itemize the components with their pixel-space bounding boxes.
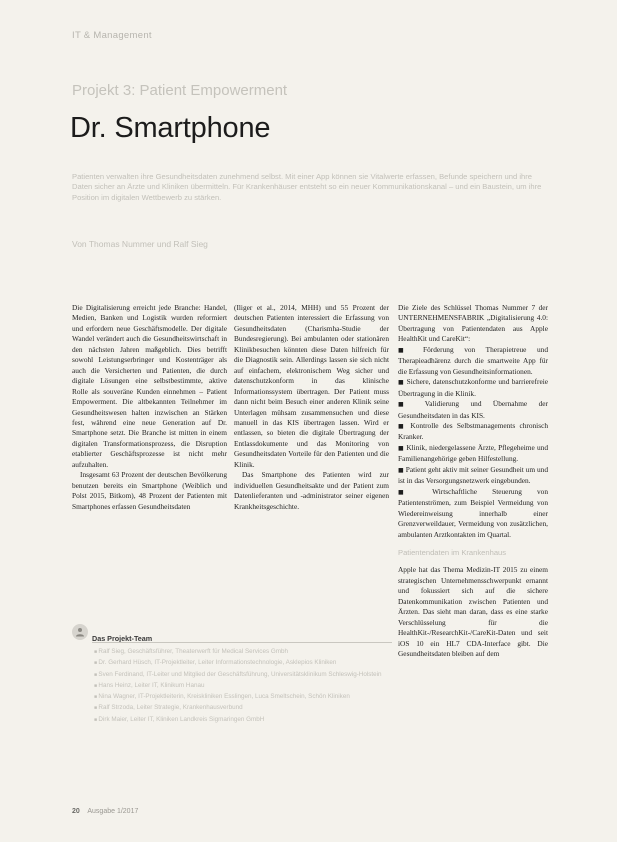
goal-item: ■ Wirtschaftliche Steuerung von Patientenströmen, zum Beispiel Vermeidung von Wiedereinweisung innerhalb einer Grenzverweildauer, Vermeidung von zusätzlichen, ambulanten Arztkontakten im Quartal. bbox=[398, 486, 549, 539]
goal-item: ■ Patient geht aktiv mit seiner Gesundheit um und ist in das Versorgungsnetzwerk eingebunden. bbox=[398, 464, 548, 486]
article-lead: Patienten verwalten ihre Gesundheitsdaten zunehmend selbst. Mit einer App können sie Vitalwerte erfassen, Befunde speichern und ihre Daten sicher an Ärzte und Kliniken übermitteln. Für Krankenhäuser entsteht so ein neuer Kommunikationskanal – und ein Baustein, um ihre Position im digitalen Wettbewerb zu stärken. bbox=[72, 172, 542, 202]
bullet-icon: ■ bbox=[398, 444, 407, 452]
article-kicker: Projekt 3: Patient Empowerment bbox=[72, 82, 288, 99]
section-tag: IT & Management bbox=[72, 30, 152, 41]
paragraph: Insgesamt 63 Prozent der deutschen Bevölkerung benutzen bereits ein Smartphone (Weiblich und Polst 2015, Bitkom), 48 Prozent der Patienten mit Smartphones erfassen Gesundheitsdaten bbox=[72, 470, 227, 511]
subheading: Patientendaten im Krankenhaus bbox=[398, 547, 507, 557]
team-icon bbox=[72, 624, 88, 640]
body-column-3 bbox=[398, 303, 548, 660]
bullet-icon: ■ bbox=[398, 422, 411, 430]
bullet-icon: ■ bbox=[398, 401, 425, 409]
team-member: ■ Nina Wagner, IT-Projektleiterin, Kreiskliniken Esslingen, Luca Smeltschein, Schön Kliniken bbox=[94, 693, 388, 701]
team-member-list bbox=[94, 648, 388, 727]
team-member: ■ Ralf Strzoda, Leiter Strategie, Krankenhausverbund bbox=[94, 704, 388, 712]
page-number: 20 bbox=[72, 808, 80, 815]
article-byline: Von Thomas Nummer und Ralf Sieg bbox=[72, 239, 208, 249]
article-headline: Dr. Smartphone bbox=[70, 112, 271, 144]
project-team-box bbox=[72, 624, 388, 780]
team-member: ■ Sven Ferdinand, IT-Leiter und Mitglied der Geschäftsführung, Universitätsklinikum Schleswig-Holstein bbox=[94, 671, 388, 679]
goal-item: ■ Validierung und Übernahme der Gesundheitsdaten in das KIS. bbox=[398, 399, 548, 420]
team-title: Das Projekt-Team bbox=[92, 634, 153, 643]
goal-item: ■ Förderung von Therapietreue und Therapieadhärenz durch die smartweite App für die Erfassung von Gesundheitsinformationen. bbox=[398, 344, 549, 376]
bullet-icon: ■ bbox=[398, 488, 433, 496]
team-member: ■ Dirk Maier, Leiter IT, Kliniken Landkreis Sigmaringen GmbH bbox=[94, 716, 388, 724]
bullet-icon: ■ bbox=[398, 346, 424, 354]
paragraph: Das Smartphone des Patienten wird zur individuellen Gesundheitsakte und der Patient zum Datenlieferanten und -administrator seiner eigenen Krankheitsgeschichte. bbox=[234, 470, 389, 511]
goal-item: ■ Sichere, datenschutzkonforme und barrierefreie Übertragung in die Klinik. bbox=[398, 377, 549, 398]
goal-item: ■ Klinik, niedergelassene Ärzte, Pflegeheime und Familienangehörige geben Hilfestellung. bbox=[398, 442, 548, 464]
goal-item: ■ Kontrolle des Selbstmanagements chronisch Kranker. bbox=[398, 420, 549, 442]
bullet-icon: ■ bbox=[398, 466, 406, 474]
divider bbox=[92, 642, 392, 643]
body-column-2 bbox=[234, 303, 389, 512]
issue-label: Ausgabe 1/2017 bbox=[87, 808, 139, 815]
paragraph: Die Ziele des Schlüssel Thomas Nummer 7 der UNTERNEHMENSFABRIK „Digitalisierung 4.0: Übertragung von Patientendaten aus Apple HealthKit und CareKit“: bbox=[398, 303, 548, 344]
paragraph: Apple hat das Thema Medizin-IT 2015 zu einem strategischen Unternehmensschwerpunkt ernannt und fokussiert sich auf die sichere Datenkommunikation zwischen Patienten und Ärzten. Das sieht man daran, dass es eine starke Verschlüsselung für die HealthKit-/ResearchKit-/CareKit-Daten und seit iOS 10 ein HL7 CDA-Interface gibt. Die Gesundheitsdaten bleiben auf dem bbox=[398, 565, 548, 659]
page-footer bbox=[72, 808, 138, 815]
team-member: ■ Hans Heinz, Leiter IT, Klinikum Hanau bbox=[94, 682, 388, 690]
body-column-1 bbox=[72, 303, 227, 512]
paragraph: Die Digitalisierung erreicht jede Branche: Handel, Medien, Banken und Logistik wurden reformiert und erfordern neue Geschäftsmodelle. Der digitale Wandel verändert auch die Gesundheitswirtschaft in den nächsten Jahren maßgeblich. Dies betrifft sowohl Leistungserbringer und Kostenträger als auch die Versicherten und Patienten, die durch digitale Lösungen eine selbstbestimmte, aktive Rolle als souveräne Kunden einnehmen – Patient Empowerment. Die altbekannten Teilnehmer im Gesundheitswesen halten inzwischen an Stärken fest, während eine neue Generation auf Dr. Smartphone setzt. Die Branche ist mitten in einem digitalen Transformationsprozess, die Disruption etablierter Geschäftsprozesse ist nicht mehr aufzuhalten. bbox=[72, 303, 227, 469]
team-member: ■ Ralf Sieg, Geschäftsführer, Theaterwerft für Medical Services Gmbh bbox=[94, 648, 388, 656]
bullet-icon: ■ bbox=[398, 379, 407, 387]
paragraph: (Iliger et al., 2014, MHH) und 55 Prozent der deutschen Patienten interessiert die Erfassung von Gesundheitsdaten (Charismha-Studie der Bundesregierung). Bei ambulanten oder stationären Klinikbesuchen könnten diese Daten hilfreich für die Diagnostik sein. Allerdings lassen sie sich nicht auf einfachem, elektronischem Weg sicher und datenschutzkonform in das klinische Informationssystem übertragen. Der Patient muss dann nicht beim Besuch einer anderen Klinik seine Unterlagen mühsam zusammensuchen und diese manuell in das KIS übertragen lassen. Wird er entlassen, so bieten die digitale Übertragung der Entlassdokumente und das Monitoring von Gesundheitsdaten Vorteile für den Patienten und die Klinik. bbox=[234, 303, 389, 469]
team-member: ■ Dr. Gerhard Hüsch, IT-Projektleiter, Leiter Informationstechnologie, Asklepios Kliniken bbox=[94, 659, 388, 667]
